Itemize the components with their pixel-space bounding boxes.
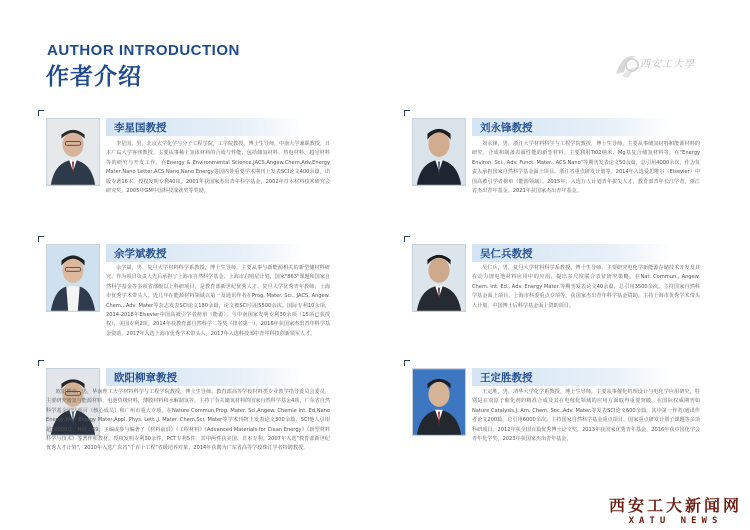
- header-title-zh: 作者介绍: [46, 64, 142, 90]
- card-corner: [404, 236, 410, 242]
- author-bio-li: 李星国，男，北京大学化学与分子工程学院，工学院教授，博士生导师。中南大学兼职教授，日本广岛大学客座教授。主要从事稀土氢体材料的合成与性能，包括储氢材料、热电材料、超导材料等的研究与开发工作。在Energy & Environmental Science,JACS,Angew.Chem,Adv.Energy Mater,Nano Letter,ACS Nano,Nano Energy等国内外重要学术期刊上发表SCI论文400余篇，出版专著16本，授权发明专利40项。2001年获国家杰出青年科学基金，2002年日本材料技术研究会研究奖，2005年GM中国科技成就奖等奖励。: [106, 141, 330, 195]
- author-photo-liu: [412, 118, 466, 186]
- author-bio-ouyang: 欧阳柳章，男，华南理工大学材料科学与工程学院教授，博士生导师。教育部高等学校材料类专业教学指导委员会委员，主要研究储氢与能源材料，电池负极材料，薄膜材料和水解制氢等。主持了有关储氢材料的国家自然科学基金4项，广东省自然科学基金团队项目（核心成员）和广州市重大专项。在Nature Commun,Prog. Mater. Sci,Angew. Chemie Int. Ed,Nano Energy,Adv. Energy Mater,Appl. Phys. Lett.,J. Mater. Chem,Scr. Mater等学术刊物上发表论文300余篇，SCI他人引用超10000次，H因子69。主编或参与编著了《材料前沿》《工程材料》《Advanced Materials for Clean Energy》《新型材料科学与技术》等著作和教材。授权发明专利30余件，PCT专利5件，其中两件获美国、日本专利。2007年入选"教育部新世纪优秀人才计划"，2010年入选广东省"千百十工程"省级培养对象，2014年获聘为广东省高等学校珠江学者特聘教授。: [46, 389, 330, 452]
- author-name-wu: 吴仁兵教授: [480, 248, 533, 260]
- author-bio-liu: 刘永锋，男，浙江大学材料科学与工程学院教授，博士生导师，主要从事储氢材料和能源材料的研究。合成和制备表面性能的新型材料，主要利用Ti02纳米、Mg基复合储氢材料等。在"Energy Environ. Sci., Adv. Funct. Mater., ACS Nano"等期刊发表论文50余篇，总引用4000余次，作为负责人承担国家自然科学基金面上项目、浙江省重点研发计划等。2014年入选爱思唯尔（Elsevier）中国高被引学者榜单（能源领域）。2015年，入选万人计划青年拔尖人才，教育部青年长江学者，浙江省杰出青年基金。2021年获国家杰出青年基金。: [472, 141, 700, 195]
- author-name-li: 李星国教授: [114, 122, 167, 134]
- author-name-bar-wang: [472, 368, 672, 386]
- author-name-bar-li: [106, 118, 306, 136]
- watermark-en: XATU NEWS: [628, 516, 723, 526]
- card-corner: [38, 360, 44, 366]
- author-name-ouyang: 欧阳柳章教授: [114, 372, 177, 384]
- author-name-bar-wu: [472, 244, 672, 262]
- author-name-bar-ouyang: [106, 368, 306, 386]
- card-corner: [38, 236, 44, 242]
- author-name-wang: 王定胜教授: [480, 372, 533, 384]
- watermark-zh: 西安工大新闻网: [608, 496, 742, 515]
- card-corner: [38, 110, 44, 116]
- author-photo-wang: [412, 368, 466, 436]
- university-logo-text: 西安工大學: [640, 59, 695, 70]
- author-name-yu: 余学斌教授: [114, 248, 167, 260]
- xatu-news-watermark: [609, 493, 742, 526]
- author-name-liu: 刘永锋教授: [480, 122, 533, 134]
- author-bio-wang: 王定胜，男，清华大学化学系教授，博士生导师。主要从事催化机理设计与电化学应用研究，特别是在双原子催化剂的精准合成及其在电催化领域的应用方面取得重要突破。在国际权威期刊如Nature Catalysis,J. Am. Chem. Soc.,Adv. Mater.等发表SCI论文600余篇，其中第一作者/通讯作者论文200篇，总引用6000余次。主持国家自然科学基金重点项目、国家重点研发计划子课题等多项科研项目。2012年获全国百篇优秀博士论文奖，2013年获国家优秀青年基金，2016年获中国化学会青年化学奖，2023年获国家杰出青年基金。: [472, 389, 700, 443]
- author-photo-wu: [412, 244, 466, 312]
- author-bio-yu: 余学斌，男，复旦大学材料科学系教授，博士生导师，主要从事与新能源相关的新型储材料研究。作为项目负责人先后承担了上海市自然科学基金、上海市启明星计划、国家"863"课题和国家自然科学基金等多项省部级以上科研项目，是教育部新世纪优秀人才、复旦大学优秀青年教师、上海市优秀学术带头人。近几年在能源材料领域以第一及通讯作者在Prog. Mater. Sci., JACS, Angew. Chem., Adv. Mater等杂志发表SCI论文180余篇，论文被SCI引用5500余次。国际专利10余项，2014-2018年Elsevier中国高被引学者榜单（能源）。与中南国家发明专利30余项（15项已获授权），美国专利2项。2014年获教育部自然科学二等奖（排名第一），2016年获国家杰出青年科学基金资助。2017年入选上海市优秀学术带头人。2017年入选科技部中青年科技创新领军人才。: [106, 265, 330, 337]
- author-photo-yu: [46, 244, 100, 312]
- author-photo-li: [46, 118, 100, 186]
- author-name-bar-liu: [472, 118, 672, 136]
- header-title-en: AUTHOR INTRODUCTION: [47, 42, 240, 59]
- author-name-bar-yu: [106, 244, 306, 262]
- card-corner: [404, 360, 410, 366]
- author-bio-wu: 吴仁兵，男，复旦大学材料科学系教授，博士生导师。主要研究电化学新能源存储技术开发及其在动力锂电池材料应用中的应用，提出多尺度联合表征研究策略。在Nat. Commun., Angew. Chem. Int. Ed., Adv. Energy Mater.等期刊发表论文40余篇，总引用3500余次。主持国家自然科学基金面上项目、上海市科委重点专项等，获国家杰出青年科学基金资助。主持上海市优秀学术带头人计划，中国博士后科学基金面上资助项目。: [472, 265, 700, 309]
- card-corner: [404, 110, 410, 116]
